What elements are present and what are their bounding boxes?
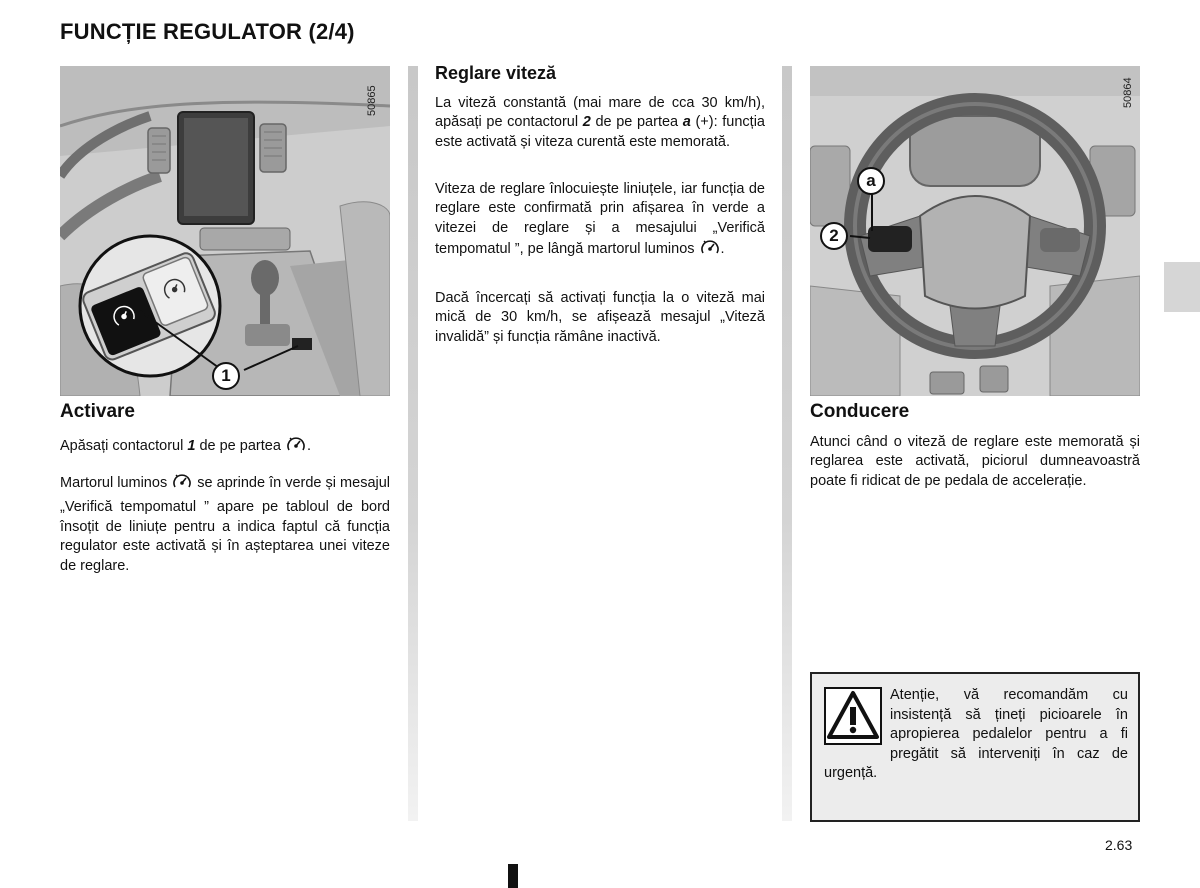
page-edge-mark: [508, 864, 518, 888]
cruise-control-icon: [171, 472, 193, 498]
reglare-heading: Reglare viteză: [435, 63, 557, 83]
reference-letter: a: [682, 114, 691, 131]
conducere-heading: Conducere: [810, 401, 910, 422]
text-segment: de pe partea: [195, 438, 285, 454]
steering-wheel-illustration: [810, 66, 1140, 396]
activare-heading: Activare: [60, 401, 135, 422]
reglare-paragraph-2: [435, 180, 765, 265]
page-title: FUNCȚIE REGULATOR (2/4): [60, 19, 355, 44]
conducere-paragraph: Atunci când o viteză de reglare este memorată și reglarea este activată, piciorul dumneavoastră poate fi ridicat de pe pedala de accelerație.: [810, 434, 1140, 489]
callout-a: a: [857, 167, 885, 195]
callout-2: 2: [820, 222, 848, 250]
warning-text: [824, 686, 1128, 784]
callout-1: 1: [212, 362, 240, 390]
figure-code: 50865: [366, 85, 378, 116]
text-segment: se aprinde în verde și mesajul „Verifică tempomatul ” apare pe tabloul de bord însoțit de liniuțe pentru a indica faptul că funcția regulator este activată și în așteptarea unei viteze de reglare.: [60, 475, 391, 574]
text-segment: Apăsați contactorul: [60, 438, 188, 454]
reglare-paragraph-1: [435, 94, 765, 152]
reference-number: 2: [582, 114, 591, 131]
figure-code: 50864: [1122, 77, 1134, 108]
reference-number: 1: [187, 438, 196, 454]
column-divider-left: [408, 66, 418, 821]
text-segment: (+): funcția este activată și viteza curentă este memorată.: [435, 114, 765, 150]
console-illustration: [60, 66, 390, 396]
text-segment: .: [720, 241, 725, 258]
cruise-control-icon: [699, 238, 721, 264]
column-divider-right: [782, 66, 792, 821]
cruise-control-icon: [285, 435, 307, 461]
text-segment: .: [306, 438, 311, 454]
activare-paragraph-1: [60, 435, 390, 461]
reglare-paragraph-3: Dacă încercați să activați funcția la o viteză mai mică de 30 km/h, se afișează mesajul „Viteză invalidă” și funcția rămâne inactivă.: [435, 290, 765, 345]
warning-message: Atenție, vă recomandăm cu insistență să țineți picioarele în apropierea pedalelor pentru a fi pregătit să interveniți în caz de urgență.: [824, 687, 1128, 782]
page-number: 2.63: [1105, 837, 1133, 853]
section-tab: [1164, 262, 1200, 312]
text-segment: de pe partea: [590, 114, 683, 131]
steering-wheel-drawing: [810, 66, 1140, 396]
text-segment: Martorul luminos: [60, 475, 172, 491]
warning-box: [810, 672, 1140, 822]
text-segment: Viteza de reglare înlocuiește liniuțele, iar funcția de reglare este confirmată prin afișarea în verde a vitezei de reglare și a mesajului „Verifică tempomatul ”, pe lângă martorul luminos: [435, 181, 765, 258]
activare-paragraph-2: [60, 472, 390, 576]
console-drawing: [60, 66, 390, 396]
text-segment: La viteză constantă (mai mare de cca 30 km/h), apăsați pe contactorul: [435, 95, 765, 131]
